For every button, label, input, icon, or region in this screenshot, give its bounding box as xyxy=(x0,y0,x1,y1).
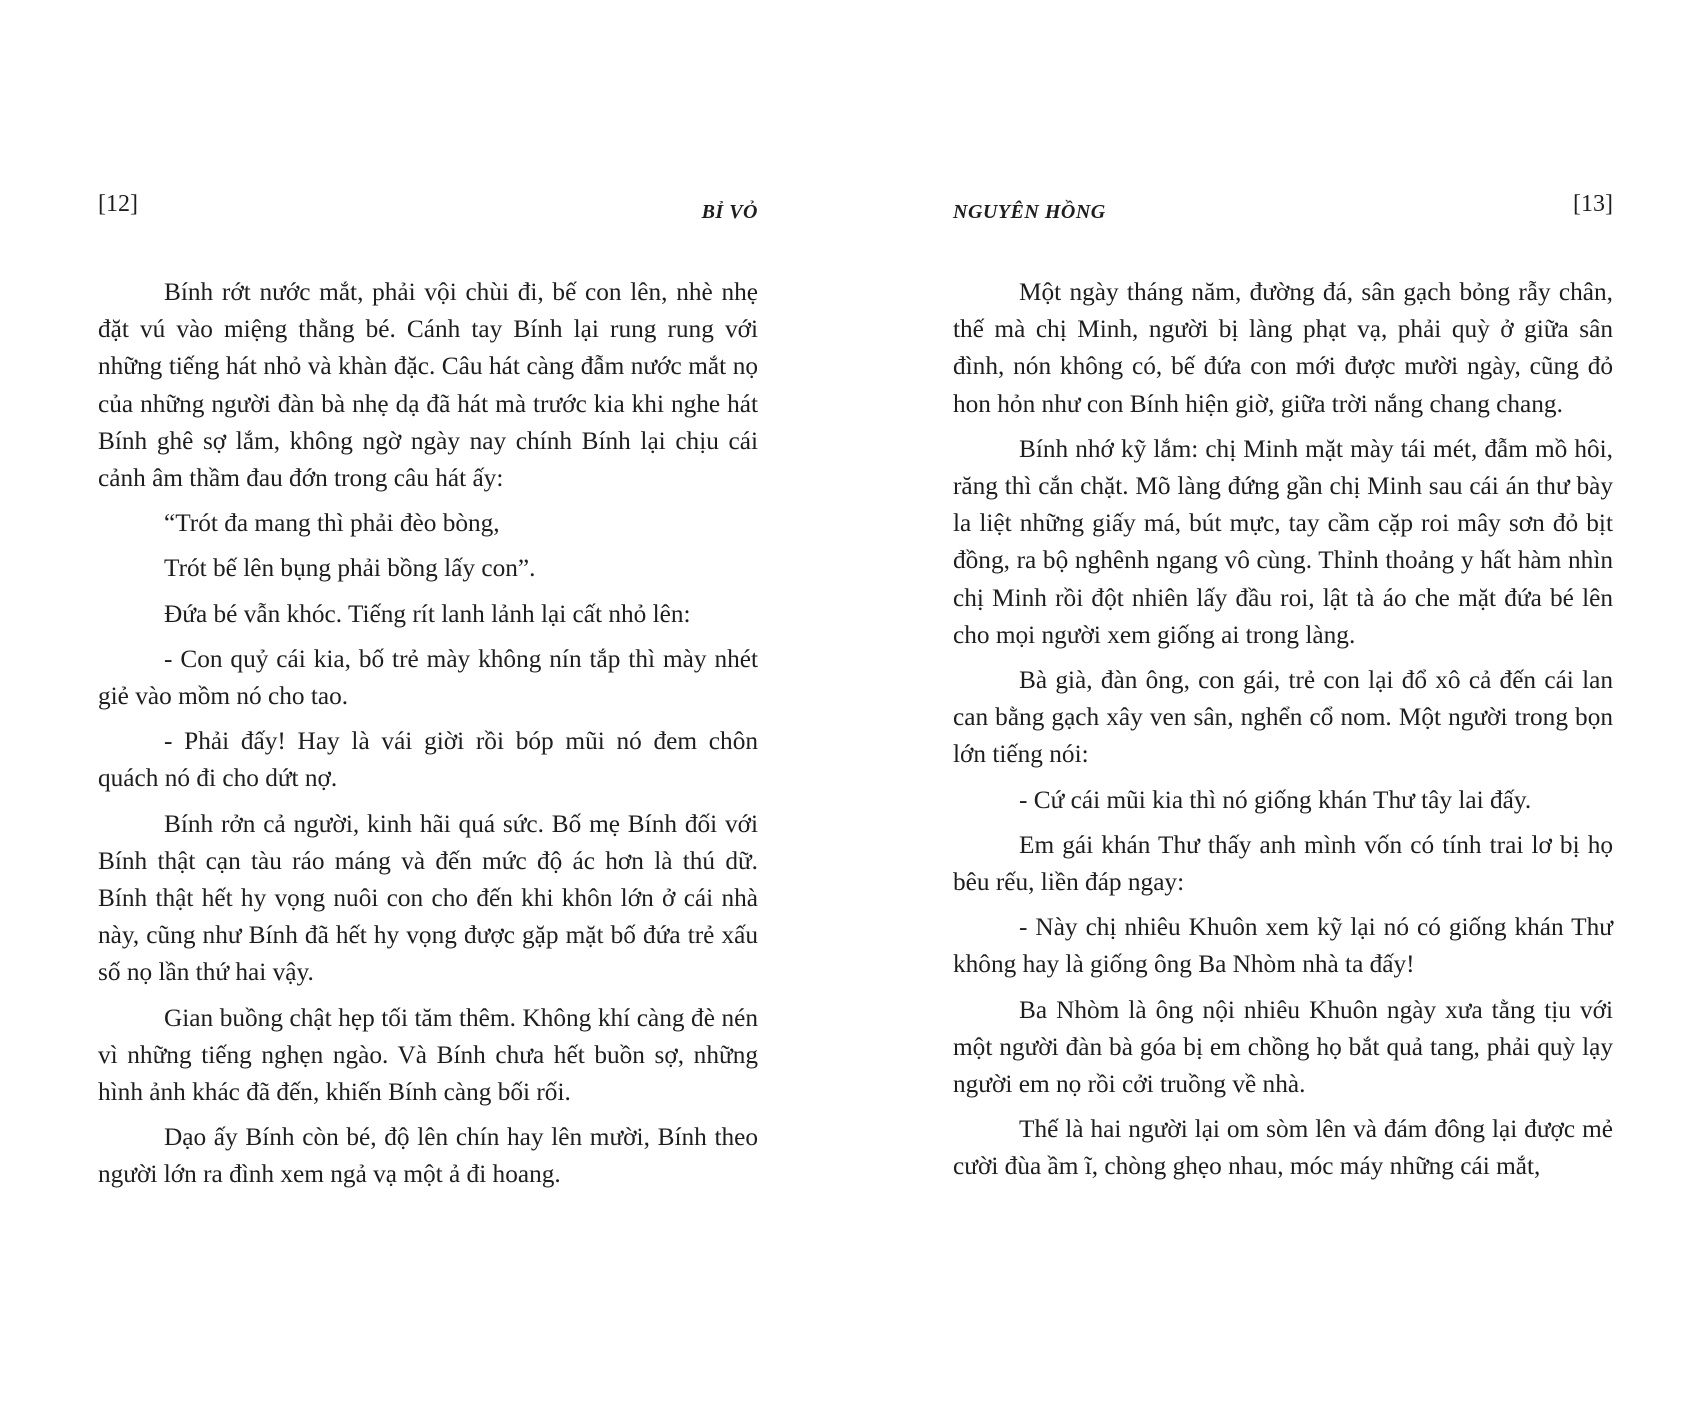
left-page-body xyxy=(98,274,758,1194)
right-page xyxy=(953,0,1613,1186)
right-running-head: NGUYÊN HỒNG xyxy=(953,201,1106,223)
paragraph: Bính rởn cả người, kinh hãi quá sức. Bố mẹ Bính đối với Bính thật cạn tàu ráo máng và đến mức độ ác hơn là thú dữ. Bính thật hết hy vọng nuôi con cho đến khi khôn lớn ở cái nhà này, cũng như Bính đã hết hy vọng được gặp mặt bố đứa trẻ xấu số nọ lần thứ hai vậy. xyxy=(98,809,758,987)
right-page-number: [13] xyxy=(1573,191,1613,217)
paragraph: Dạo ấy Bính còn bé, độ lên chín hay lên mười, Bính theo người lớn ra đình xem ngả vạ một ả đi hoang. xyxy=(98,1123,758,1189)
left-page-number: [12] xyxy=(98,191,138,217)
paragraph: Bà già, đàn ông, con gái, trẻ con lại đổ xô cả đến cái lan can bằng gạch xây ven sân, nghển cổ nom. Một người trong bọn lớn tiếng nói: xyxy=(953,666,1613,769)
paragraph: Bính rớt nước mắt, phải vội chùi đi, bế con lên, nhè nhẹ đặt vú vào miệng thằng bé. Cánh tay Bính lại rung rung với những tiếng hát nhỏ và khàn đặc. Câu hát càng đẫm nước mắt nọ của những người đàn bà nhẹ dạ đã hát mà trước kia khi nghe hát Bính ghê sợ lắm, không ngờ ngày nay chính Bính lại chịu cái cảnh âm thầm đau đớn trong câu hát ấy: xyxy=(98,278,758,493)
left-page-header xyxy=(98,190,758,230)
paragraph: Bính nhớ kỹ lắm: chị Minh mặt mày tái mét, đẫm mồ hôi, răng thì cắn chặt. Mõ làng đứng gần chị Minh sau cái án thư bày la liệt những giấy má, bút mực, tay cầm cặp roi mây sơn đỏ bịt đồng, ra bộ nghênh ngang vô cùng. Thỉnh thoảng y hất hàm nhìn chị Minh rồi đột nhiên lấy đầu roi, lật tà áo che mặt đứa bé lên cho mọi người xem giống ai trong làng. xyxy=(953,434,1613,649)
paragraph: Em gái khán Thư thấy anh mình vốn có tính trai lơ bị họ bêu rếu, liền đáp ngay: xyxy=(953,830,1613,897)
dialogue-line: - Phải đấy! Hay là vái giời rồi bóp mũi nó đem chôn quách nó đi cho dứt nợ. xyxy=(98,727,758,793)
right-page-header xyxy=(953,190,1613,230)
left-running-head: BỈ VỎ xyxy=(701,201,758,223)
verse-line: Trót bế lên bụng phải bồng lấy con”. xyxy=(164,554,536,583)
dialogue-line: - Con quỷ cái kia, bố trẻ mày không nín tắp thì mày nhét giẻ vào mồm nó cho tao. xyxy=(98,644,758,711)
paragraph: Gian buồng chật hẹp tối tăm thêm. Không khí càng đè nén vì những tiếng nghẹn ngào. Và Bính chưa hết buồn sợ, những hình ảnh khác đã đến, khiến Bính càng bối rối. xyxy=(98,1003,758,1107)
paragraph: Một ngày tháng năm, đường đá, sân gạch bỏng rẫy chân, thế mà chị Minh, người bị làng phạt vạ, phải quỳ ở giữa sân đình, nón không có, bế đứa con mới được mười ngày, cũng đỏ hon hỏn như con Bính hiện giờ, giữa trời nắng chang chang. xyxy=(953,278,1613,418)
paragraph: Ba Nhòm là ông nội nhiêu Khuôn ngày xưa tằng tịu với một người đàn bà góa bị em chồng họ bắt quả tang, phải quỳ lạy người em nọ rồi cởi truồng về nhà. xyxy=(953,995,1613,1099)
dialogue-line: - Này chị nhiêu Khuôn xem kỹ lại nó có giống khán Thư không hay là giống ông Ba Nhòm nhà ta đấy! xyxy=(953,913,1613,979)
verse-line: “Trót đa mang thì phải đèo bòng, xyxy=(164,509,500,538)
right-page-body xyxy=(953,274,1613,1186)
left-page xyxy=(98,0,758,1194)
dialogue-line: - Cứ cái mũi kia thì nó giống khán Thư tây lai đấy. xyxy=(1019,785,1532,814)
paragraph: Đứa bé vẫn khóc. Tiếng rít lanh lảnh lại cất nhỏ lên: xyxy=(164,599,691,628)
paragraph: Thế là hai người lại om sòm lên và đám đông lại được mẻ cười đùa ầm ĩ, chòng ghẹo nhau, móc máy những cái mắt, xyxy=(953,1115,1613,1181)
